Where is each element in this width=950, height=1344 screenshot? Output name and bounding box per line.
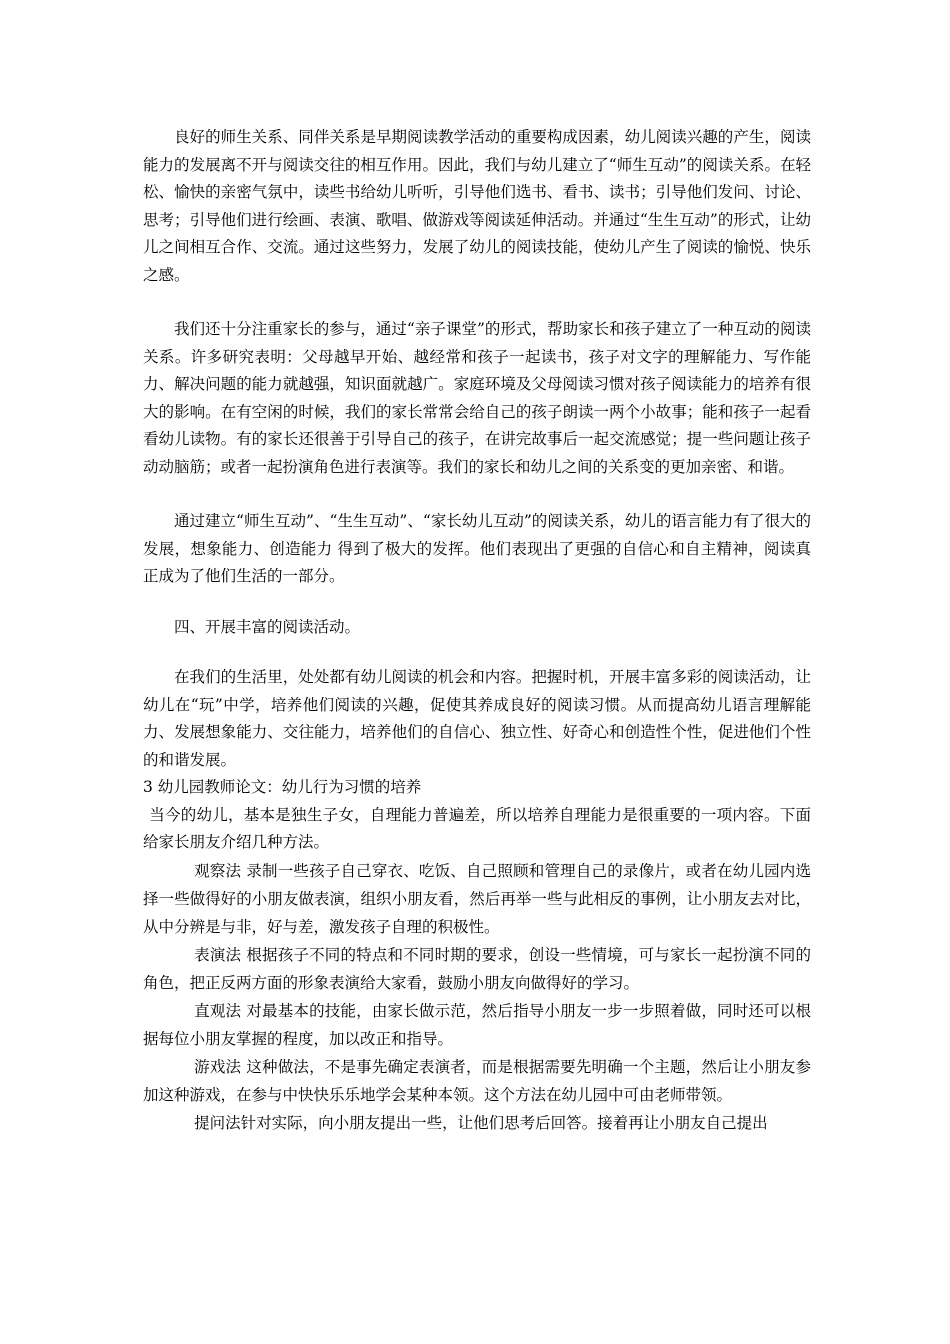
document-body [143,124,811,1137]
method-performance: 表演法 根据孩子不同的特点和不同时期的要求，创设一些情境，可与家长一起扮演不同的角色，把正反两方面的形象表演给大家看，鼓励小朋友向做得好的学习。 [143,945,811,992]
method-observation: 观察法 录制一些孩子自己穿衣、吃饭、自己照顾和管理自己的录像片，或者在幼儿园内选择一些做得好的小朋友做表演，组织小朋友看，然后再举一些与此相反的事例，让小朋友去对比，从中分辨是与非，好与差，激发孩子自理的积极性。 [143,861,811,936]
paragraph-intro: 当今的幼儿，基本是独生子女，自理能力普遍差，所以培养自理能力是很重要的一项内容。下面给家长朋友介绍几种方法。 [143,805,811,851]
section-heading-reading-activities: 四、开展丰富的阅读活动。 [174,617,361,636]
paragraph-parent-participation: 我们还十分注重家长的参与，通过“亲子课堂”的形式，帮助家长和孩子建立了一种互动的阅读关系。许多研究表明：父母越早开始、越经常和孩子一起读书，孩子对文字的理解能力、写作能力、解决问题的能力就越强，知识面就越广。家庭环境及父母阅读习惯对孩子阅读能力的培养有很大的影响。在有空闲的时候，我们的家长常常会给自己的孩子朗读一两个小故事；能和孩子一起看看幼儿读物。有的家长还很善于引导自己的孩子，在讲完故事后一起交流感觉；提一些问题让孩子动动脑筋；或者一起扮演角色进行表演等。我们的家长和幼儿之间的关系变的更加亲密、和谐。 [143,320,811,476]
paragraph-teacher-child-interaction: 良好的师生关系、同伴关系是早期阅读教学活动的重要构成因素，幼儿阅读兴趣的产生，阅读能力的发展离不开与阅读交往的相互作用。因此，我们与幼儿建立了“师生互动”的阅读关系。在轻松、愉快的亲密气氛中，读些书给幼儿听听，引导他们选书、看书、读书；引导他们发问、讨论、思考；引导他们进行绘画、表演、歌唱、做游戏等阅读延伸活动。并通过“生生互动”的形式，让幼儿之间相互合作、交流。通过这些努力，发展了幼儿的阅读技能，使幼儿产生了阅读的愉悦、快乐之感。 [143,128,811,284]
paragraph-reading-activities: 在我们的生活里，处处都有幼儿阅读的机会和内容。把握时机，开展丰富多彩的阅读活动，让幼儿在“玩”中学，培养他们阅读的兴趣，促使其养成良好的阅读习惯。从而提高幼儿语言理解能力、发展想象能力、交往能力，培养他们的自信心、独立性、好奇心和创造性个性，促进他们个性的和谐发展。 [143,668,811,769]
paragraph-interaction-results: 通过建立“师生互动”、“生生互动”、“家长幼儿互动”的阅读关系，幼儿的语言能力有了很大的发展，想象能力、创造能力 得到了极大的发挥。他们表现出了更强的自信心和自主精神，阅读真正成为了他们生活的一部分。 [143,512,811,585]
article-title: 3 幼儿园教师论文：幼儿行为习惯的培养 [143,778,422,796]
method-questioning: 提问法针对实际，向小朋友提出一些，让他们思考后回答。接着再让小朋友自己提出 [194,1113,768,1132]
method-game: 游戏法 这种做法，不是事先确定表演者，而是根据需要先明确一个主题，然后让小朋友参加这种游戏，在参与中快快乐乐地学会某种本领。这个方法在幼儿园中可由老师带领。 [143,1057,811,1104]
method-demonstration: 直观法 对最基本的技能，由家长做示范，然后指导小朋友一步一步照着做，同时还可以根据每位小朋友掌握的程度，加以改正和指导。 [143,1001,811,1048]
